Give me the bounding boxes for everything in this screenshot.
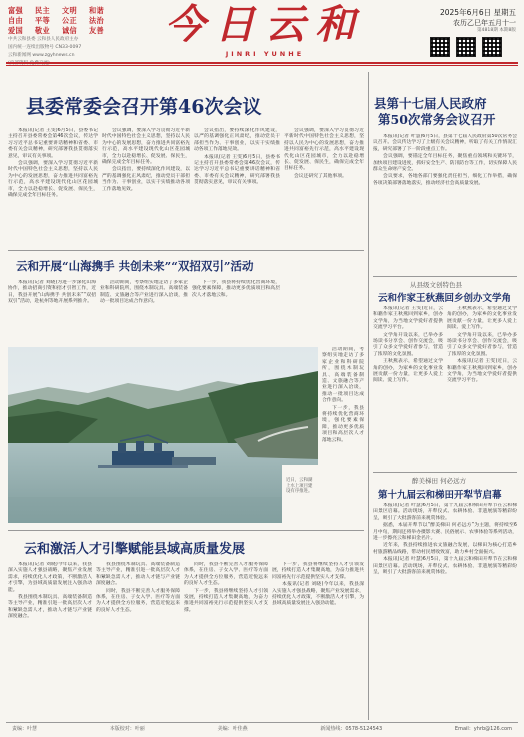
core-value: 爱国	[8, 26, 23, 35]
article-headline[interactable]: 第十九届云和梯田开犁节启幕	[378, 490, 502, 501]
article-paragraph: 会议强调，要深入学习贯彻习近平新时代中国特色社会主义思想，坚持以人民为中心的发展思想，奋力推进共同富裕先行示范，高水平建设现代化山区花园城市，全力以赴稳增长、促发展、保民生，确保完成全年目标任务。	[8, 161, 98, 199]
article-paragraph: 本报讯(记者 刘晓)为进一步深化山海协作，推动招商引资和招才引智工作，近日，我县开展“山海携手 共创未来”“双招双引”活动，赴杭州等地开展系列推介。	[8, 280, 96, 305]
article-body-col	[8, 562, 92, 718]
core-value: 富强	[8, 6, 23, 15]
footer-email[interactable]: Email：yhrb@126.com	[454, 726, 512, 732]
core-value: 自由	[8, 16, 23, 25]
article-paragraph: 会议还研究了其他事项。	[294, 173, 347, 179]
page-footer	[6, 722, 518, 734]
article-paragraph: 本报讯(记者 王雯)6月5日，县委书记主持召开县委常委会第46次会议，传达学习习近平总书记重要讲话精神和省委、市委有关会议精神，研究部署我县贯彻落实意见，审议有关事项。	[8, 128, 98, 159]
article-paragraph: 文学角开设以来，已举办多场读书分享会、创作交流会，吸引了众多文学爱好者参与，营造了浓厚的文化氛围。	[373, 332, 443, 357]
article-body-col	[373, 503, 517, 717]
article-paragraph: 近年来，我县持续推进农文旅融合发展，以梯田为核心打造乡村旅游精品线路，带动村民增收致富，助力乡村全面振兴。	[373, 543, 517, 555]
article-headline[interactable]: 云和作家王秋燕回乡创办文学角	[378, 293, 512, 304]
article-body-col	[447, 306, 517, 466]
article-paragraph: 本报讯(记者 王雯)6月5日，县委书记主持召开县委常委会第46次会议，传达学习习近平总书记重要讲话精神和省委、市委有关会议精神，研究部署我县贯彻落实意见，审议有关事项。	[194, 154, 280, 186]
article-body-col	[96, 562, 180, 718]
masthead-rule	[6, 62, 518, 64]
article-headline[interactable]: 云和激活人才引擎赋能县域高质量发展	[24, 542, 246, 557]
lake-construction-photo	[8, 347, 318, 523]
row-rule	[373, 472, 517, 473]
core-value: 平等	[35, 16, 50, 25]
article-paragraph: 同时，我县不断完善人才服务保障体系，在住房、子女入学、医疗等方面为人才提供全方位服务，营造近悦远来的良好人才生态。	[96, 588, 180, 613]
article-headline[interactable]: 第50次常务会议召开	[378, 112, 496, 127]
footer-hotline: 新闻热线：0578-5124543	[320, 726, 383, 732]
core-value: 法治	[89, 16, 104, 25]
article-paragraph: 我县围绕木制玩具、高端装备制造等主导产业，精准引进一批高层次人才和紧缺急需人才，推动人才链与产业链深度融合。	[8, 595, 92, 620]
article-body-col	[100, 280, 188, 344]
qr-code-icon[interactable]	[456, 37, 476, 57]
newspaper-title: 今日云和	[165, 1, 365, 48]
core-value: 友善	[89, 26, 104, 35]
site-line[interactable]: 云和新闻网 www.zgyhnews.cn	[8, 53, 75, 58]
core-value: 公正	[62, 16, 77, 25]
article-body-col	[184, 562, 268, 718]
article-kicker: 从县级文创特色县	[410, 281, 462, 289]
qr-code-icon[interactable]	[430, 37, 450, 57]
article-body-col	[192, 280, 280, 344]
article-body-col	[284, 128, 364, 244]
article-paragraph: 会议强调，要深入学习贯彻习近平新时代中国特色社会主义思想，坚持以人民为中心的发展思想，奋力推进共同富裕先行示范，高水平建设现代化山区花园城市，全力以赴稳增长、促发展、保民生，确保完成全年目标任务。	[284, 128, 364, 172]
article-paragraph: 本报讯(记者 叶慧)6月5日，第十九届云和梯田开犁节在云和梯田景区启幕。活动现场，开犁仪式、农耕体验、非遗展演等精彩纷呈，吸引了大批游客前来观赏体验。	[373, 557, 517, 576]
article-paragraph: 本报讯(记者 刘晓)今年以来，我县深入实施人才强县战略，聚焦产业发展需求，持续优化人才政策，不断激活人才引擎，为县域高质量发展注入强劲动能。	[272, 582, 364, 607]
core-values-grid	[8, 6, 112, 35]
article-paragraph: 会议指出，要持续深化作风建设，以严的基调强化正风肃纪，推动党员干部担当作为、干事创业，以实干实绩推动各项工作落地见效。	[102, 167, 190, 192]
article-paragraph: 本报讯(记者 叶慧)6月5日，县第十七届人民政府第50次常务会议召开。会议传达学习了上级有关会议精神，听取了有关工作情况汇报，研究部署了下一阶段重点工作。	[373, 134, 517, 152]
article-body-col	[373, 134, 517, 274]
article-body-col	[373, 306, 443, 466]
qr-code-icon[interactable]	[482, 37, 502, 57]
article-paragraph: 同时，我县不断完善人才服务保障体系，在住房、子女入学、医疗等方面为人才提供全方位服务，营造近悦远来的良好人才生态。	[184, 562, 268, 587]
publisher-line: 中共云和县委 云和县人民政府主办	[8, 37, 79, 42]
article-headline[interactable]: 云和开展“山海携手 共创未来”“双招双引”活动	[16, 259, 254, 273]
footer-proofreader: 本版校对：叶丽	[109, 726, 145, 732]
article-paragraph: 下一步，我县将持续优化营商环境，强化要素保障，推动更多优质项目和高层次人才落地云和。	[322, 405, 364, 443]
article-paragraph: 文学角开设以来，已举办多场读书分享会、创作交流会，吸引了众多文学爱好者参与，营造了浓厚的文化氛围。	[447, 332, 517, 357]
row-rule	[8, 250, 364, 251]
article-paragraph: 会议要求，各地各部门要强化责任担当，细化工作举措，确保各项决策部署落地落实，推动经济社会高质量发展。	[373, 174, 517, 186]
article-body-col	[8, 280, 96, 344]
footer-designer: 美编：叶佳燕	[217, 726, 248, 732]
row-rule	[8, 530, 364, 531]
article-paragraph: 本报讯(记者 刘晓)今年以来，我县深入实施人才强县战略，聚焦产业发展需求，持续优化人才政策，不断激活人才引擎，为县域高质量发展注入强劲动能。	[8, 562, 92, 593]
article-paragraph: 本报讯(记者 叶慧)6月5日，第十九届云和梯田开犁节在云和梯田景区启幕。活动现场，开犁仪式、农耕体验、非遗展演等精彩纷呈，吸引了大批游客前来观赏体验。	[373, 503, 517, 521]
masthead-rule-thin	[6, 65, 518, 66]
article-body-col	[272, 562, 364, 718]
newspaper-pinyin: JINRI YUNHE	[225, 50, 305, 58]
article-kicker: 醉美梯田 何必远方	[412, 477, 467, 485]
article-paragraph: 本报讯(记者 王雯)近日，云和籍作家王秋燕回到家乡，创办文学角，为当地文学爱好者提供交流学习平台。	[447, 359, 517, 384]
column-rule	[368, 72, 369, 720]
masthead-right	[414, 8, 516, 34]
core-value: 敬业	[35, 26, 50, 35]
article-paragraph: 下一步，我县将持续优化营商环境，强化要素保障，推动更多优质项目和高层次人才落地云和。	[192, 280, 280, 298]
news-photo[interactable]	[8, 347, 318, 523]
article-paragraph: 会议强调，要深入学习贯彻习近平新时代中国特色社会主义思想，坚持以人民为中心的发展思想，奋力推进共同富裕先行示范，高水平建设现代化山区花园城市，全力以赴稳增长、促发展、保民生，确保完成全年目标任务。	[102, 128, 190, 166]
core-value: 诚信	[62, 26, 77, 35]
article-paragraph: 王秋燕表示，希望通过文学角的创办，为家乡的文化事业发展贡献一份力量，让更多人爱上阅读、爱上写作。	[373, 359, 443, 384]
article-paragraph: 我县围绕木制玩具、高端装备制造等主导产业，精准引进一批高层次人才和紧缺急需人才，推动人才链与产业链深度融合。	[96, 562, 180, 587]
article-paragraph: 据悉，本届开犁节以“醉美梯田 何必远方”为主题，将持续至6月中旬，期间还将举办摄影大赛、民俗展示、农事体验等系列活动，进一步擦亮云和梯田金名片。	[373, 523, 517, 542]
article-paragraph: 本报讯(记者 王雯)近日，云和籍作家王秋燕回到家乡，创办文学角，为当地文学爱好者提供交流学习平台。	[373, 306, 443, 331]
photo-caption: 近日，云和湖上水上项目建设有序推进。	[286, 478, 313, 495]
article-body-col	[194, 128, 280, 244]
core-value: 民主	[35, 6, 50, 15]
article-paragraph: 王秋燕表示，希望通过文学角的创办，为家乡的文化事业发展贡献一份力量，让更多人爱上阅读、爱上写作。	[447, 306, 517, 331]
article-headline[interactable]: 县第十七届人民政府	[374, 96, 487, 111]
issn-line: 国内统一连续出版物号 CN33-0097	[8, 45, 82, 50]
row-rule	[373, 276, 517, 277]
core-value: 文明	[62, 6, 77, 15]
article-headline[interactable]: 县委常委会召开第46次会议	[26, 96, 262, 118]
article-paragraph: 下一步，我县将继续坚持人才引领发展，持续打造人才集聚高地，为奋力推进共同富裕先行示范提供坚实人才支撑。	[184, 588, 268, 613]
article-paragraph: 会议指出，要持续深化作风建设，以严的基调强化正风肃纪，推动党员干部担当作为、干事创业，以实干实绩推动各项工作落地见效。	[194, 128, 280, 153]
issue-date: 2025年6月6日 星期五	[439, 8, 516, 17]
qr-codes	[430, 37, 502, 57]
core-value: 和谐	[89, 6, 104, 15]
article-paragraph: 下一步，我县将继续坚持人才引领发展，持续打造人才集聚高地，为奋力推进共同富裕先行示范提供坚实人才支撑。	[272, 562, 364, 580]
lunar-date: 农历乙巳年五月十一	[453, 19, 516, 27]
article-paragraph: 活动期间，考察组实地走访了多家企业和科研院所，围绕木制玩具、高端装备制造、文旅融合等产业进行深入洽谈，推动一批项目达成合作意向。	[322, 347, 364, 404]
issue-number: 第4818期 本期8版	[476, 28, 516, 33]
masthead-left	[8, 6, 118, 67]
article-body-col	[322, 347, 364, 523]
article-paragraph: 会议强调，要锚定全年目标任务，聚焦重点领域和关键环节，加快项目建设进度，抓好安全生产、防汛防台等工作，切实保障人民群众生命财产安全。	[373, 154, 517, 173]
article-paragraph: 活动期间，考察组实地走访了多家企业和科研院所，围绕木制玩具、高端装备制造、文旅融合等产业进行深入洽谈，推动一批项目达成合作意向。	[100, 280, 188, 305]
footer-editor: 责编：叶慧	[12, 726, 38, 732]
